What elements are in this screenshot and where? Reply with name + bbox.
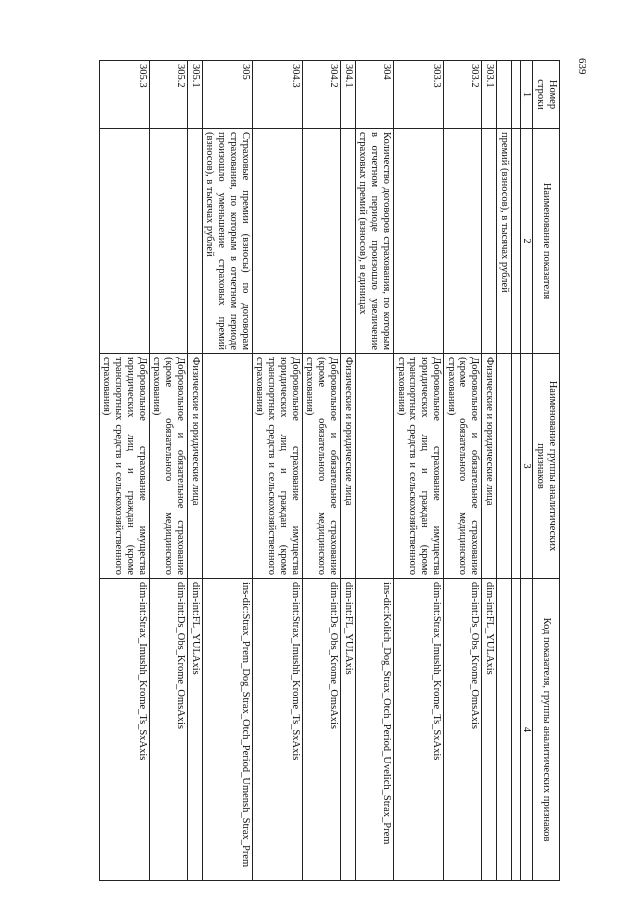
indicator-name — [252, 129, 302, 354]
column-index: 4 — [520, 579, 533, 881]
table-row — [149, 61, 187, 881]
row-number: 304.1 — [341, 61, 356, 129]
column-index: 3 — [520, 354, 533, 579]
row-number: 304.2 — [302, 61, 340, 129]
indicator-name — [188, 129, 203, 354]
header-code: Код показателя, группы аналитических признаков — [533, 579, 560, 881]
indicator-code: dim-int:FL_YULAxis — [188, 579, 203, 881]
indicator-code — [497, 579, 512, 881]
column-index: 1 — [520, 61, 533, 129]
indicator-name — [149, 129, 187, 354]
table-row — [394, 61, 444, 881]
table-row — [341, 61, 356, 881]
indicator-name: Страховые премии (взносы) по договорам страхования, по которым в отчетном периоде произошло уменьшение страховых премий (взносов), в тысячах рублей — [202, 129, 252, 354]
indicator-code: ins-dic:Strax_Prem_Dog_Strax_Otch_Period_Umensh_Strax_Prem — [202, 579, 252, 881]
document-table-rotated — [75, 60, 560, 880]
indicator-name — [444, 129, 482, 354]
group-name — [202, 354, 252, 579]
separator-row — [511, 61, 520, 881]
indicator-code: dim-int:Strax_Imushh_Krome_Ts_SxAxis — [99, 579, 149, 881]
row-number: 305.2 — [149, 61, 187, 129]
column-index-row — [520, 61, 533, 881]
group-name: Физические и юридические лица — [188, 354, 203, 579]
header-row-number: Номер строки — [533, 61, 560, 129]
row-number: 304 — [355, 61, 393, 129]
row-number: 304.3 — [252, 61, 302, 129]
group-name: Добровольное страхование имущества юридических лиц и граждан (кроме транспортных средств и сельскохозяйственного страхования) — [99, 354, 149, 579]
column-index: 2 — [520, 129, 533, 354]
indicator-name — [482, 129, 497, 354]
group-name: Добровольное и обязательное страхование (кроме обязательного медицинского страхования) — [444, 354, 482, 579]
row-number: 305.3 — [99, 61, 149, 129]
row-number: 303.3 — [394, 61, 444, 129]
indicator-name: премий (взносов), в тысячах рублей — [497, 129, 512, 354]
group-name: Физические и юридические лица — [341, 354, 356, 579]
indicator-code: dim-int:Strax_Imushh_Krome_Ts_SxAxis — [252, 579, 302, 881]
indicator-code: dim-int:Ds_Obs_Krome_OmsAxis — [149, 579, 187, 881]
indicator-code: dim-int:Strax_Imushh_Krome_Ts_SxAxis — [394, 579, 444, 881]
indicator-name — [302, 129, 340, 354]
indicator-code: dim-int:FL_YULAxis — [341, 579, 356, 881]
indicator-code: ins-dic:Kolich_Dog_Strax_Otch_Period_Uvelich_Strax_Prem — [355, 579, 393, 881]
row-number — [497, 61, 512, 129]
row-number: 303.2 — [444, 61, 482, 129]
row-number: 303.1 — [482, 61, 497, 129]
indicator-name — [341, 129, 356, 354]
indicator-code: dim-int:Ds_Obs_Krome_OmsAxis — [302, 579, 340, 881]
header-indicator-name: Наименование показателя — [533, 129, 560, 354]
group-name: Добровольное и обязательное страхование (кроме обязательного медицинского страхования) — [149, 354, 187, 579]
table-row — [302, 61, 340, 881]
indicator-name — [394, 129, 444, 354]
header-row — [533, 61, 560, 881]
table-row — [482, 61, 497, 881]
table-row — [497, 61, 512, 881]
table-row — [99, 61, 149, 881]
header-group-name: Наименование группы аналитических признаков — [533, 354, 560, 579]
row-number: 305.1 — [188, 61, 203, 129]
table-row — [202, 61, 252, 881]
group-name: Добровольное и обязательное страхование (кроме обязательного медицинского страхования) — [302, 354, 340, 579]
page-number: 639 — [576, 58, 588, 75]
group-name — [355, 354, 393, 579]
indicator-code: dim-int:FL_YULAxis — [482, 579, 497, 881]
group-name: Добровольное страхование имущества юридических лиц и граждан (кроме транспортных средств и сельскохозяйственного страхования) — [394, 354, 444, 579]
table-row — [444, 61, 482, 881]
group-name: Физические и юридические лица — [482, 354, 497, 579]
indicator-table — [99, 60, 560, 881]
table-row — [188, 61, 203, 881]
table-row — [355, 61, 393, 881]
group-name — [497, 354, 512, 579]
indicator-name — [99, 129, 149, 354]
indicator-name: Количество договоров страхования, по которым в отчетном периоде произошло увеличение страховых премий (взносов), в единицах — [355, 129, 393, 354]
group-name: Добровольное страхование имущества юридических лиц и граждан (кроме транспортных средств и сельскохозяйственного страхования) — [252, 354, 302, 579]
table-row — [252, 61, 302, 881]
indicator-code: dim-int:Ds_Obs_Krome_OmsAxis — [444, 579, 482, 881]
row-number: 305 — [202, 61, 252, 129]
